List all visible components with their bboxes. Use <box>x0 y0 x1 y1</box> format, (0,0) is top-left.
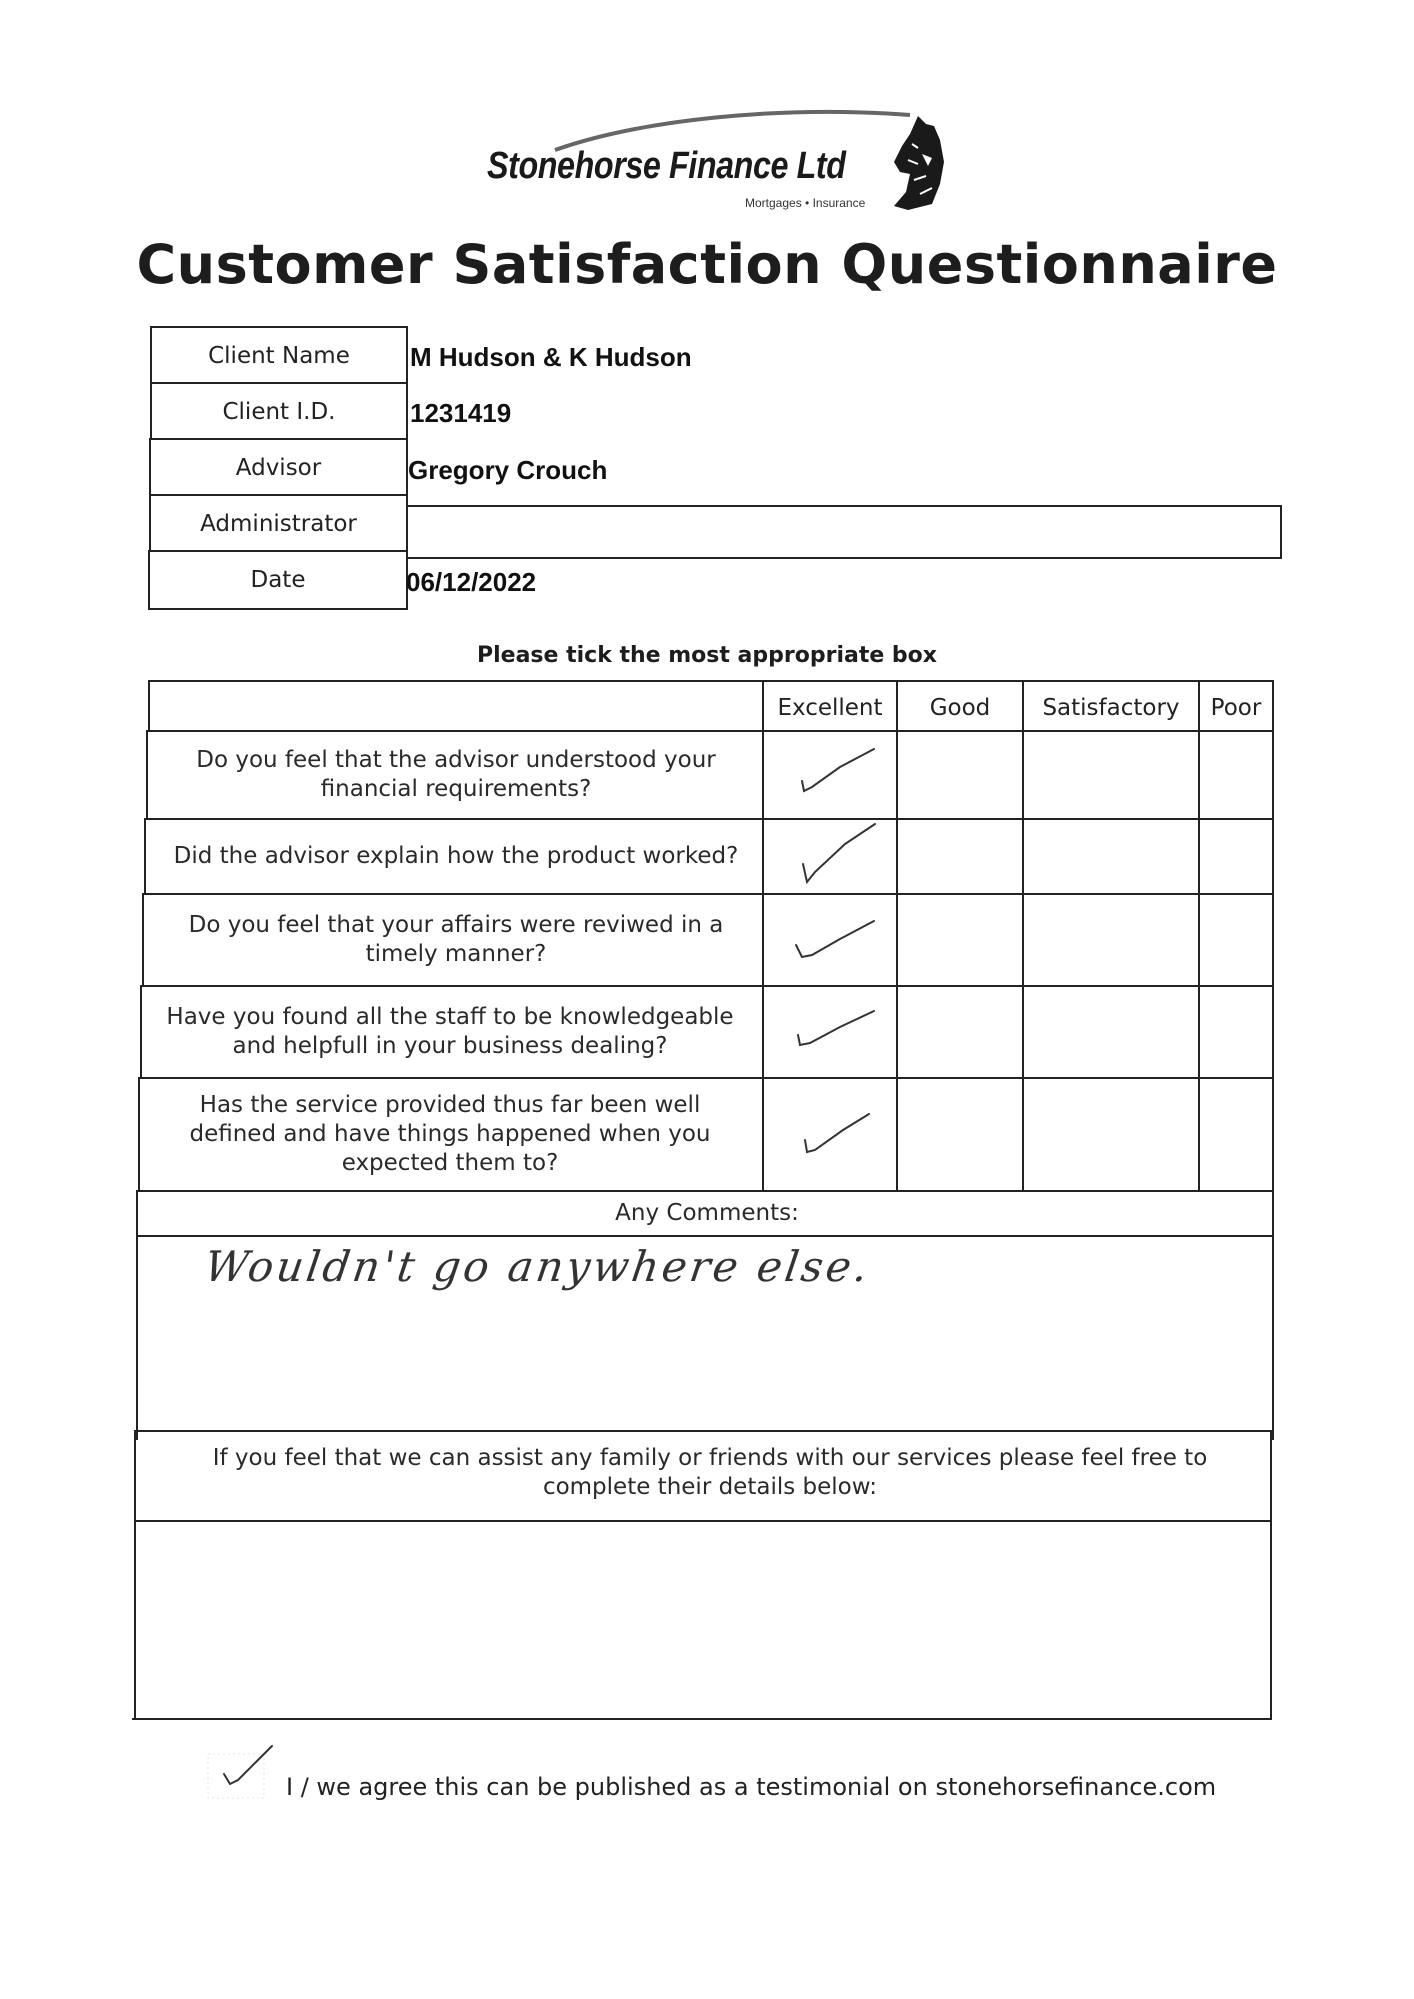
referral-prompt: If you feel that we can assist any family or friends with our services please feel free to complete their details below: <box>212 1445 1208 1500</box>
company-tagline: Mortgages • Insurance <box>745 196 866 210</box>
date-label: Date <box>148 550 408 610</box>
tick-icon-q5-excellent[interactable] <box>795 1110 875 1170</box>
administrator-label: Administrator <box>149 494 408 554</box>
advisor-value: Gregory Crouch <box>408 455 608 485</box>
client-name-value: M Hudson & K Hudson <box>410 342 692 372</box>
tick-icon-q2-excellent[interactable] <box>795 822 885 890</box>
column-header-satisfactory: Satisfactory <box>1042 695 1180 721</box>
consent-tick-icon[interactable] <box>200 1740 280 1800</box>
horse-head-icon <box>888 114 948 214</box>
question-5: Has the service provided thus far been well defined and have things happened when you expected them to? <box>189 1092 711 1176</box>
tick-icon-q3-excellent[interactable] <box>790 915 880 970</box>
question-2: Did the advisor explain how the product worked? <box>173 843 739 869</box>
date-value: 06/12/2022 <box>406 567 537 597</box>
client-id-value: 1231419 <box>410 398 512 428</box>
column-header-poor: Poor <box>1210 695 1262 721</box>
comments-handwritten: Wouldn't go anywhere else. <box>201 1242 874 1291</box>
question-1: Do you feel that the advisor understood your financial requirements? <box>196 747 716 802</box>
administrator-field[interactable] <box>406 505 1282 559</box>
advisor-label: Advisor <box>149 438 408 498</box>
page-title: Customer Satisfaction Questionnaire <box>136 233 1278 296</box>
column-header-good: Good <box>929 695 991 721</box>
tick-icon-q1-excellent[interactable] <box>790 745 880 805</box>
comments-label: Any Comments: <box>615 1200 799 1226</box>
question-3: Do you feel that your affairs were reviwed in a timely manner? <box>188 912 724 967</box>
column-header-excellent: Excellent <box>777 695 883 721</box>
client-name-label: Client Name <box>150 326 408 386</box>
company-logo-text: Stonehorse Finance Ltd <box>487 145 846 187</box>
client-id-label: Client I.D. <box>150 382 408 442</box>
question-4: Have you found all the staff to be knowledgeable and helpfull in your business dealing? <box>166 1004 734 1059</box>
tick-icon-q4-excellent[interactable] <box>790 1005 880 1060</box>
referral-details-field[interactable] <box>138 1524 1268 1716</box>
consent-text: I / we agree this can be published as a testimonial on stonehorsefinance.com <box>286 1773 1217 1801</box>
tick-instruction: Please tick the most appropriate box <box>476 643 937 668</box>
